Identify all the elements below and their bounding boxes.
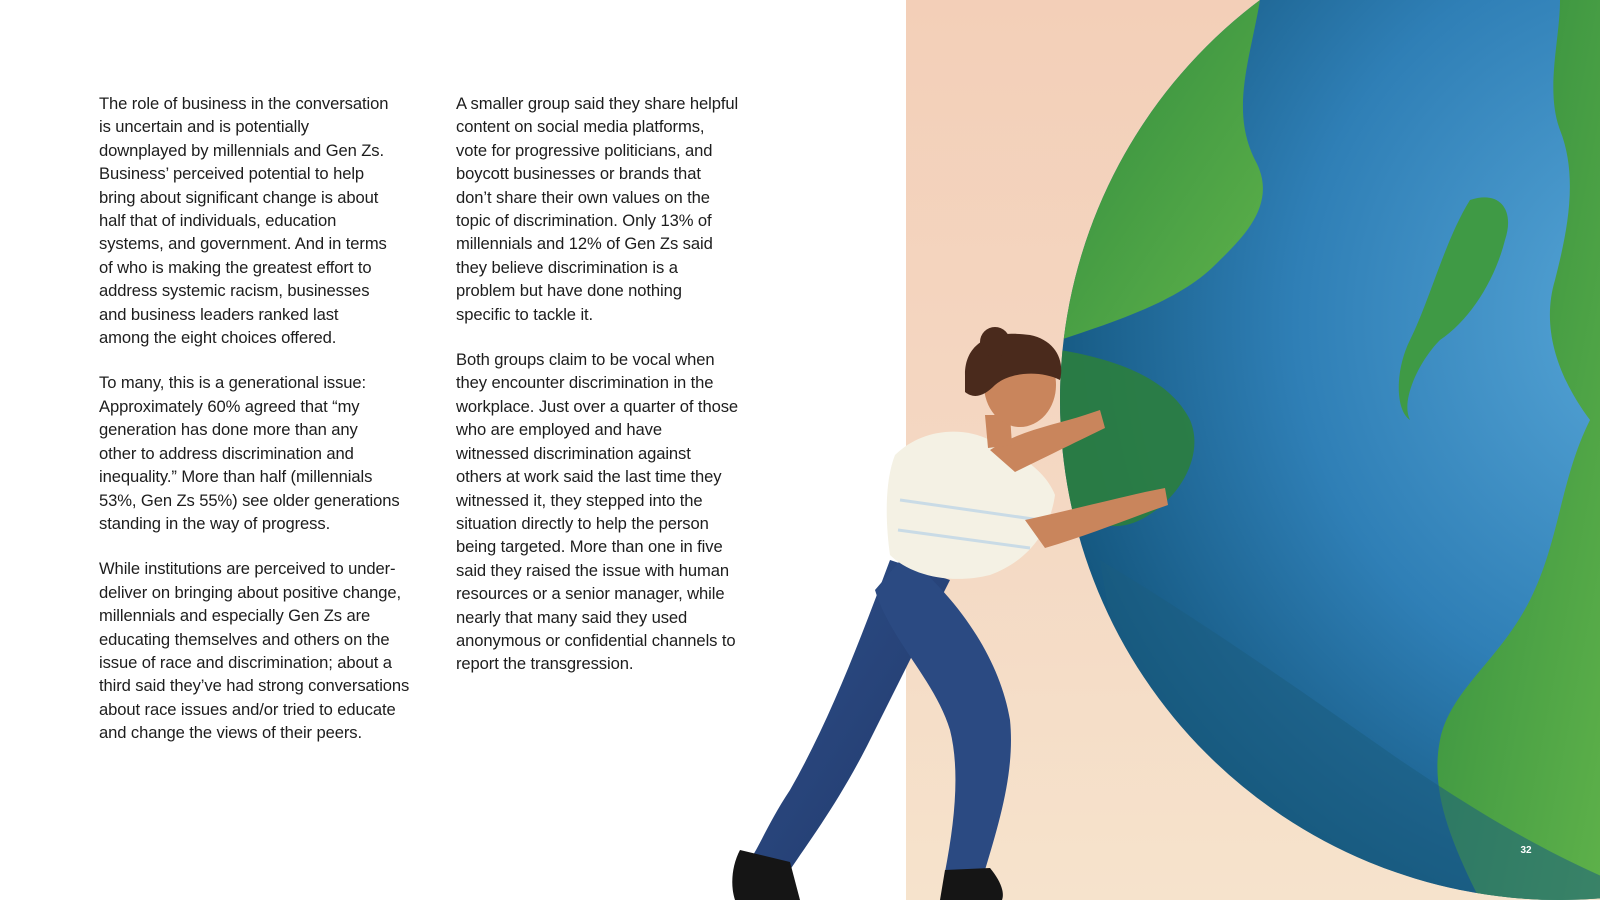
paragraph: The role of business in the conversation is uncertain and is potentially downplayed by millennials and Gen Zs. Business’ perceived potential to help bring about significant change is about half that of individuals, education systems, and government. And in terms of who is making the greatest effort to address systemic racism, businesses and business leaders ranked last among the eight choices offered. xyxy=(99,94,389,348)
paragraph: Both groups claim to be vocal when they encounter discrimination in the workplace. Just over a quarter of those who are employed and have witnessed discrimination against others at work said the last time they witnessed it, they stepped into the situation directly to help the person being targeted. More than one in five said they raised the issue with human resources or a senior manager, while nearly that many said they used anonymous or confidential channels to report the transgression. xyxy=(456,350,739,674)
paragraph: To many, this is a generational issue: Approximately 60% agreed that “my generation has done more than any other to address discrimination and inequality.” More than half (millennials 53%, Gen Zs 55%) see older generations standing in the way of progress. xyxy=(99,373,400,533)
page-number: 32 xyxy=(1520,845,1532,856)
globe-illustration xyxy=(1040,0,1600,900)
right-text-column xyxy=(456,92,776,698)
paragraph: While institutions are perceived to under- deliver on bringing about positive change, millennials and especially Gen Zs are educating themselves and others on the issue of race and discrimination; about a third said they’ve had strong conversations about race issues and/or tried to educate and change the views of their peers. xyxy=(99,559,410,743)
paragraph: A smaller group said they share helpful content on social media platforms, vote for progressive politicians, and boycott businesses or brands that don’t share their own values on the topic of discrimination. Only 13% of millennials and 12% of Gen Zs said they believe discrimination is a problem but have done nothing specific to tackle it. xyxy=(456,94,739,324)
left-text-column xyxy=(99,92,439,767)
